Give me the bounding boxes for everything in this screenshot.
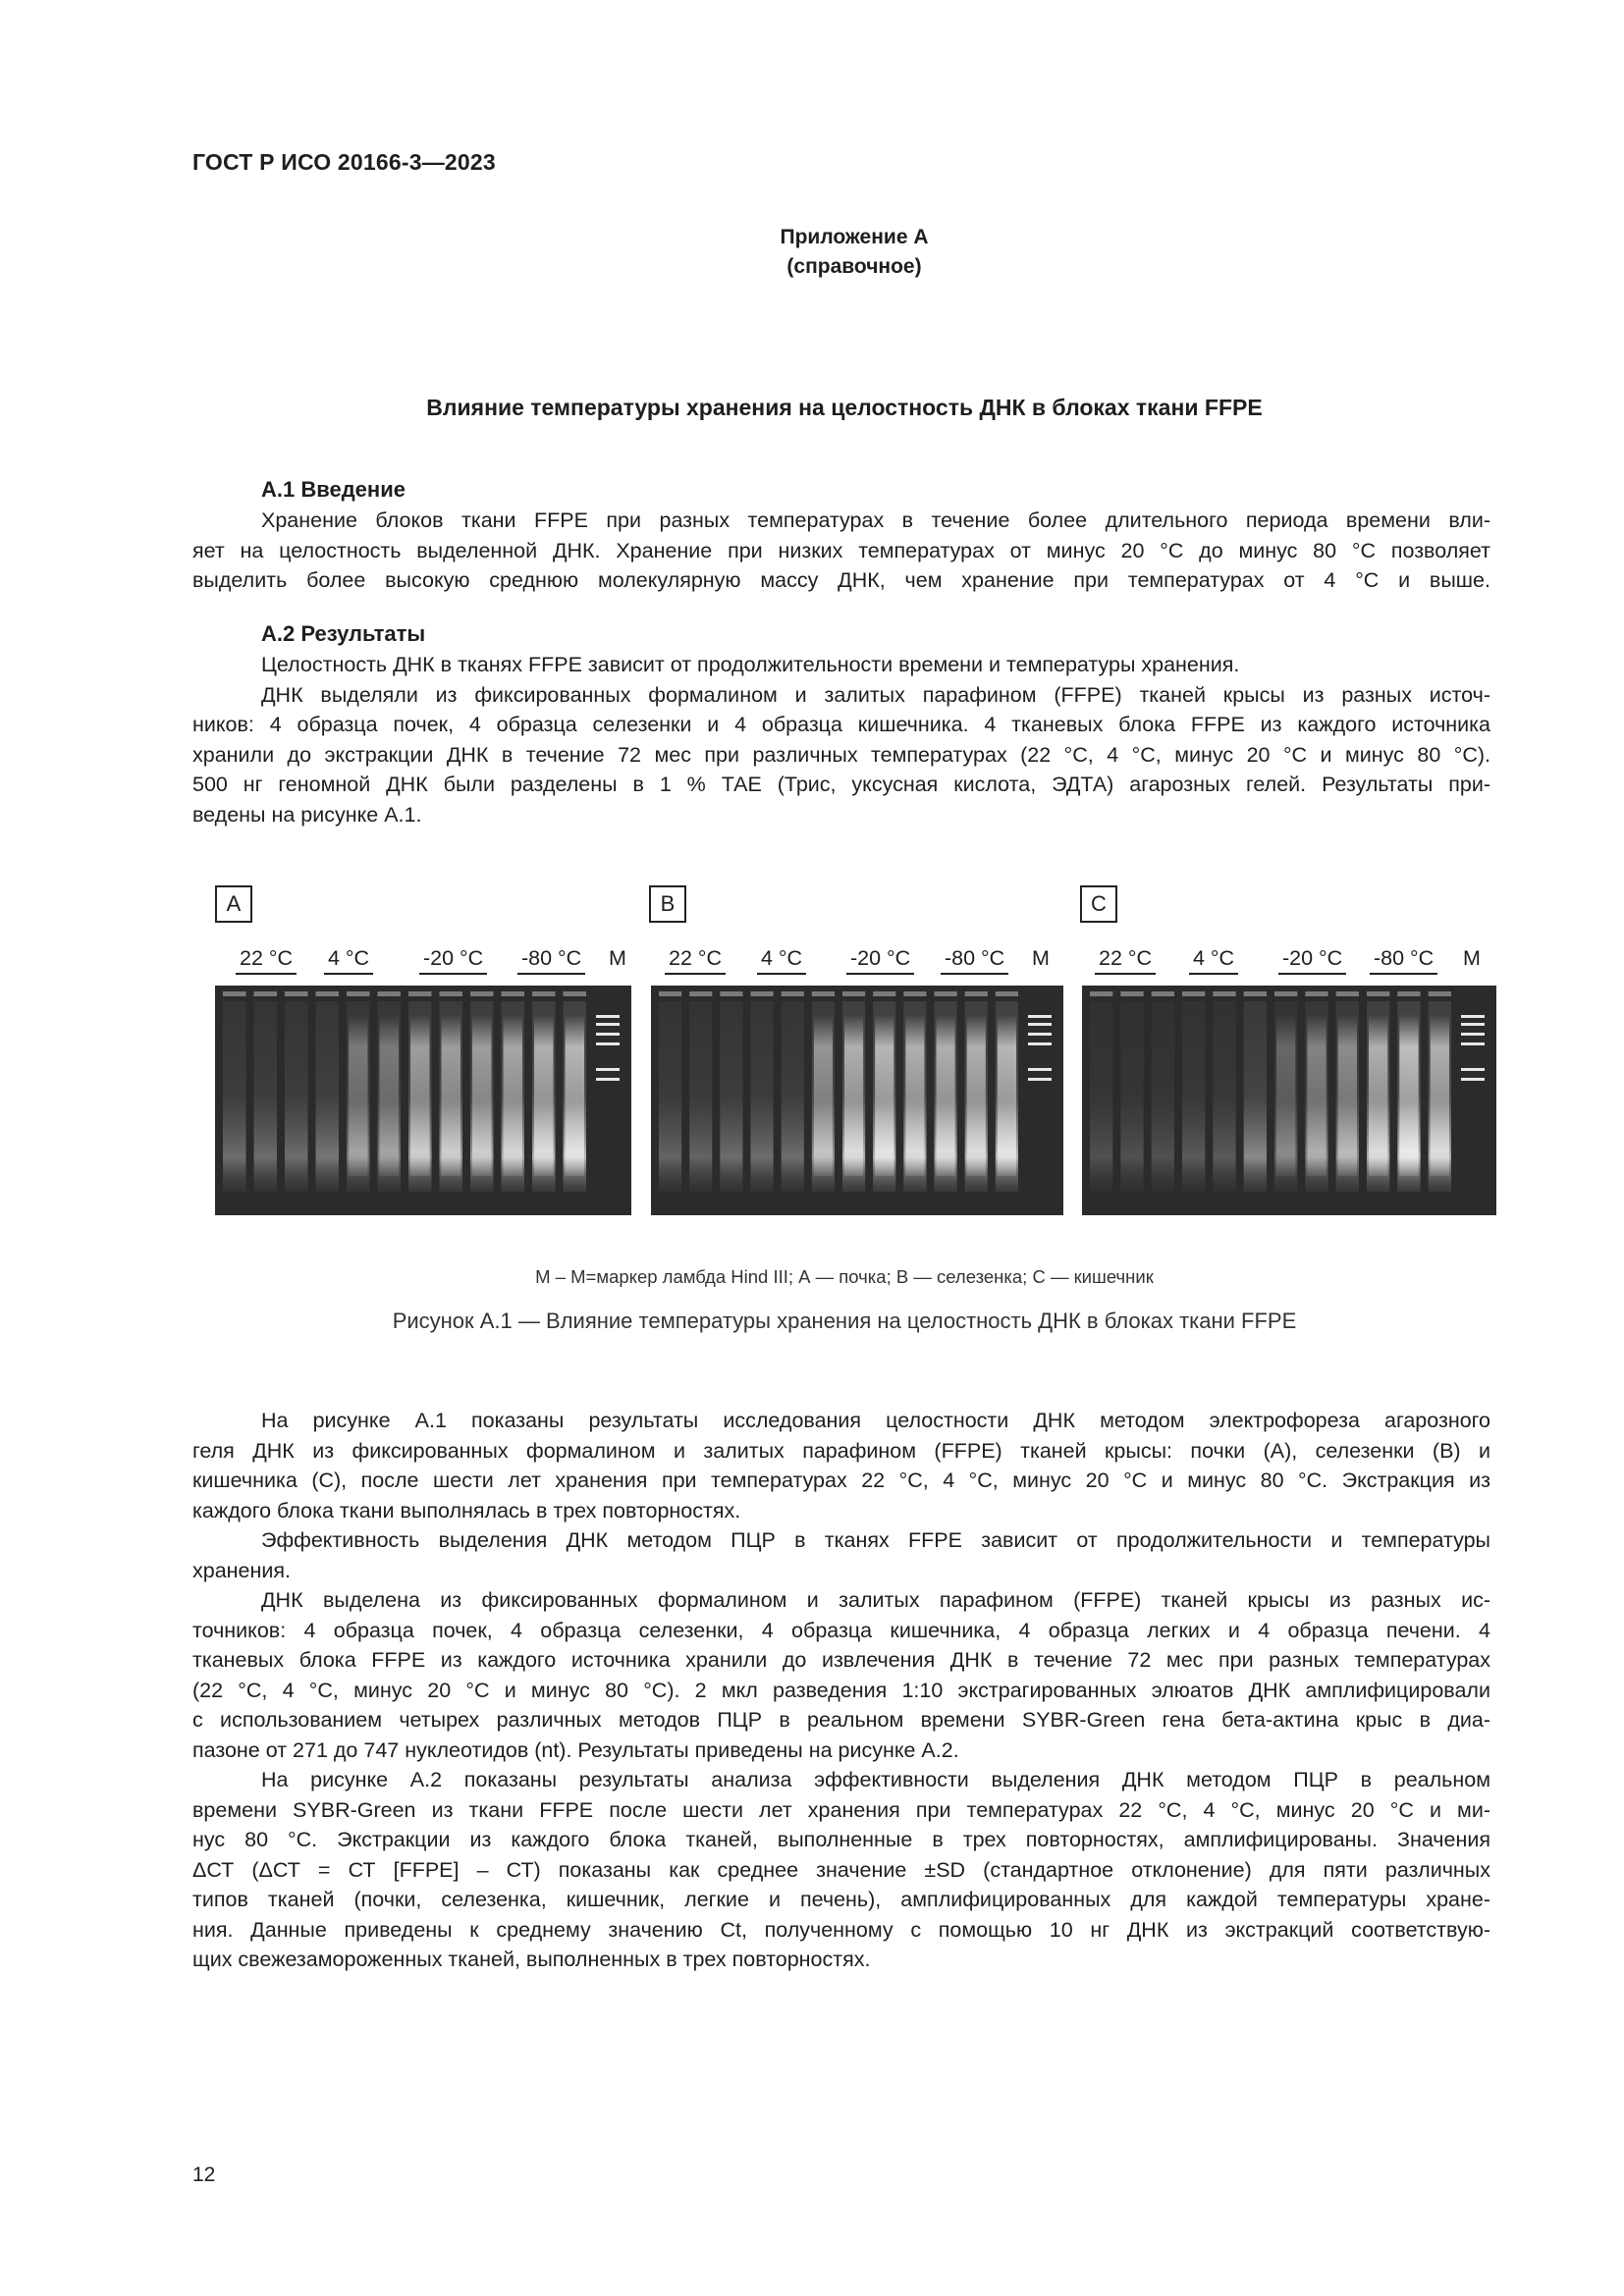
marker-band [1461,1015,1485,1018]
text-line: нус 80 °С. Экстракции из каждого блока тканей, выполненные в трех повторностях, амплифицированы. Значения [192,1828,1490,1851]
gel-lane-highlight [410,1015,430,1176]
gel-well [223,991,246,996]
section-a1-text [192,506,1490,596]
text-line: времени SYBR-Green из ткани FFPE после шести лет хранения при температурах 22 °С, 4 °С, минус 20 °С и ми- [192,1797,1490,1822]
figure-title: Рисунок А.1 — Влияние температуры хранения на целостность ДНК в блоках ткани FFPE [392,1308,1297,1333]
temp-label: 22 °С [1095,946,1156,971]
page-number: 12 [192,2163,216,2186]
marker-band [1028,1078,1052,1081]
gel-lane-smear [1213,1001,1235,1192]
gel-well [1397,991,1420,996]
temp-label: -20 °С [419,946,487,971]
gel-well [1429,991,1451,996]
marker-band [1461,1078,1485,1081]
text-line: типов тканей (почки, селезенка, кишечник, легкие и печень), амплифицированных для каждой температуры хране- [192,1888,1490,1911]
gel-lane-highlight [472,1015,492,1176]
gel-lane-highlight [566,1015,585,1176]
text-line: хранения. [192,1558,291,1582]
text-line: кишечника (С), после шести лет хранения при температурах 22 °С, 4 °С, минус 20 °С и минус 80 °С. Экстракция из [192,1468,1490,1492]
gel-well [347,991,370,996]
marker-band [1028,1015,1052,1018]
panel-label-c: C [1080,885,1117,923]
text-line: геля ДНК из фиксированных формалином и залитых парафином (FFPE) тканей крысы: почки (А), селезенки (В) и [192,1438,1490,1463]
text-line: ДНК выделена из фиксированных формалином и залитых парафином (FFPE) тканей крысы из разных ис- [261,1588,1490,1612]
marker-band [1028,1068,1052,1071]
body-paragraph-4 [192,1765,1490,1975]
gel-lane-highlight [380,1015,400,1176]
figure-a1 [211,885,1497,1239]
marker-band [596,1023,620,1026]
document-code: ГОСТ Р ИСО 20166-3—2023 [192,149,496,175]
marker-label: M [1463,946,1481,970]
gel-well [408,991,432,996]
gel-lane-highlight [1369,1015,1387,1176]
gel-lane-smear [1120,1001,1143,1192]
gel-well [689,991,712,996]
marker-band [1028,1033,1052,1036]
gel-lane-smear [782,1001,804,1192]
text-line: точников: 4 образца почек, 4 образца селезенки, 4 образца кишечника, 4 образца легких и 4 образца печени. 4 [192,1618,1490,1642]
text-line: Хранение блоков ткани FFPE при разных температурах в течение более длительного периода времени вли- [261,508,1490,532]
gel-lane-highlight [504,1015,523,1176]
gel-well [285,991,308,996]
gel-well [659,991,681,996]
gel-lane-smear [751,1001,774,1192]
temp-label: -20 °С [846,946,914,971]
gel-lane-highlight [967,1015,986,1176]
body-paragraph-1 [192,1406,1490,1525]
gel-lane-highlight [1431,1015,1449,1176]
marker-band [1028,1042,1052,1045]
gel-well [1152,991,1174,996]
main-title: Влияние температуры хранения на целостность ДНК в блоках ткани FFPE [426,395,1263,420]
gel-lane-highlight [442,1015,461,1176]
gel-well [254,991,278,996]
text-line: каждого блока ткани выполнялась в трех повторностях. [192,1498,741,1522]
text-line: ведены на рисунке А.1. [192,802,422,827]
text-line: пазоне от 271 до 747 нуклеотидов (nt). Результаты приведены на рисунке А.2. [192,1737,959,1762]
gel-well [1336,991,1359,996]
section-a1-heading: А.1 Введение [261,477,406,502]
text-line: Целостность ДНК в тканях FFPE зависит от продолжительности времени и температуры хранения. [261,653,1240,676]
text-line: Эффективность выделения ДНК методом ПЦР в тканях FFPE зависит от продолжительности и температуры [261,1528,1490,1552]
gel-lane-smear [223,1001,246,1192]
section-a2-text [192,650,1490,829]
gel-well [564,991,587,996]
gel-well [532,991,556,996]
gel-lane-highlight [1276,1015,1295,1176]
gel-lane-highlight [905,1015,924,1176]
marker-band [596,1033,620,1036]
temp-label: -20 °С [1278,946,1346,971]
section-a2-heading: А.2 Результаты [261,621,426,646]
text-line: тканевых блока FFPE из каждого источника хранили до извлечения ДНК в течение 72 мес при разных температурах [192,1648,1490,1672]
gel-well [316,991,340,996]
gel-well [1213,991,1235,996]
gel-lane-smear [254,1001,278,1192]
marker-band [1461,1033,1485,1036]
gel-lane-smear [1090,1001,1112,1192]
text-line: (22 °С, 4 °С, минус 20 °С и минус 80 °С). 2 мкл разведения 1:10 экстрагированных элюатов ДНК амплифицировали [192,1678,1490,1702]
gel-well [965,991,988,996]
gel-well [842,991,865,996]
temp-label: 4 °С [1189,946,1238,971]
text-line: хранили до экстракции ДНК в течение 72 мес при различных температурах (22 °С, 4 °С, минус 20 °С и минус 80 °С). [192,742,1490,767]
gel-well [1367,991,1389,996]
marker-band [596,1068,620,1071]
gel-well [996,991,1018,996]
gel-lane-highlight [998,1015,1016,1176]
gel-lane-highlight [349,1015,368,1176]
gel-well [1182,991,1205,996]
temp-label: -80 °С [517,946,585,971]
gel-well [1244,991,1267,996]
appendix-title: Приложение А [780,226,929,248]
gel-well [470,991,494,996]
gel-lane-highlight [937,1015,955,1176]
text-line: На рисунке А.2 показаны результаты анализа эффективности выделения ДНК методом ПЦР в реальном [261,1768,1490,1791]
text-line: ников: 4 образца почек, 4 образца селезенки и 4 образца кишечника. 4 тканевых блока FFPE из каждого источника [192,713,1490,736]
marker-band [1461,1023,1485,1026]
panel-label-a: A [215,885,252,923]
text-line: выделить более высокую среднюю молекулярную массу ДНК, чем хранение при температурах от 4 °С и выше. [192,568,1490,592]
marker-band [1461,1042,1485,1045]
gel-lane-highlight [875,1015,893,1176]
gel-well [1090,991,1112,996]
gel-lane-smear [316,1001,340,1192]
text-line: На рисунке А.1 показаны результаты исследования целостности ДНК методом электрофореза агарозного [261,1409,1490,1432]
text-line: яет на целостность выделенной ДНК. Хранение при низких температурах от минус 20 °С до минус 80 °С позволяет [192,538,1490,562]
gel-lane-highlight [534,1015,554,1176]
gel-lane-highlight [1307,1015,1326,1176]
temp-label: 4 °С [324,946,373,971]
marker-label: M [609,946,626,970]
temp-label: 22 °С [665,946,726,971]
text-line: ДНК выделяли из фиксированных формалином и залитых парафином (FFPE) тканей крысы из разных источ- [261,682,1490,707]
marker-band [596,1078,620,1081]
gel-lane-smear [720,1001,742,1192]
gel-panel-a [215,986,631,1215]
gel-lane-smear [285,1001,308,1192]
gel-well [1305,991,1327,996]
text-line: ΔСТ (ΔСТ = СТ [FFPE] – СТ) показаны как среднее значение ±SD (стандартное отклонение) для пяти различных [192,1857,1490,1882]
gel-well [782,991,804,996]
marker-band [1461,1068,1485,1071]
gel-lane-highlight [844,1015,863,1176]
gel-well [502,991,525,996]
temp-label: -80 °С [1370,946,1437,971]
gel-well [903,991,926,996]
panel-label-b: B [649,885,686,923]
marker-band [1028,1023,1052,1026]
gel-well [935,991,957,996]
temp-label: 4 °С [757,946,806,971]
gel-well [720,991,742,996]
figure-legend: M – M=маркер ламбда Hind III; А — почка; В — селезенка; С — кишечник [535,1266,1154,1287]
marker-band [596,1042,620,1045]
gel-lane-smear [689,1001,712,1192]
gel-well [812,991,835,996]
gel-lane-highlight [1399,1015,1418,1176]
gel-lane-smear [1182,1001,1205,1192]
body-paragraph-3 [192,1585,1490,1765]
gel-lane-smear [1152,1001,1174,1192]
text-line: 500 нг геномной ДНК были разделены в 1 % ТАЕ (Трис, уксусная кислота, ЭДТА) агарозных гелей. Результаты при- [192,773,1490,796]
gel-well [1274,991,1297,996]
text-line: щих свежезамороженных тканей, выполненных в трех повторностях. [192,1948,871,1971]
marker-label: M [1032,946,1050,970]
text-line: с использованием четырех различных методов ПЦР в реальном времени SYBR-Green гена бета-актина крыс в диа- [192,1708,1490,1732]
appendix-type: (справочное) [786,255,922,278]
gel-lane-highlight [814,1015,833,1176]
gel-well [873,991,895,996]
marker-band [596,1015,620,1018]
temp-label: -80 °С [941,946,1008,971]
temp-label: 22 °С [236,946,297,971]
gel-well [751,991,774,996]
gel-lane-smear [1244,1001,1267,1192]
gel-lane-smear [659,1001,681,1192]
gel-well [440,991,463,996]
gel-well [378,991,402,996]
gel-panel-b [651,986,1063,1215]
gel-well [1120,991,1143,996]
gel-panel-c [1082,986,1496,1215]
gel-lane-highlight [1338,1015,1357,1176]
body-paragraph-2 [192,1525,1490,1585]
text-line: ния. Данные приведены к среднему значению Ct, полученному с помощью 10 нг ДНК из экстракций соответствую- [192,1917,1490,1942]
